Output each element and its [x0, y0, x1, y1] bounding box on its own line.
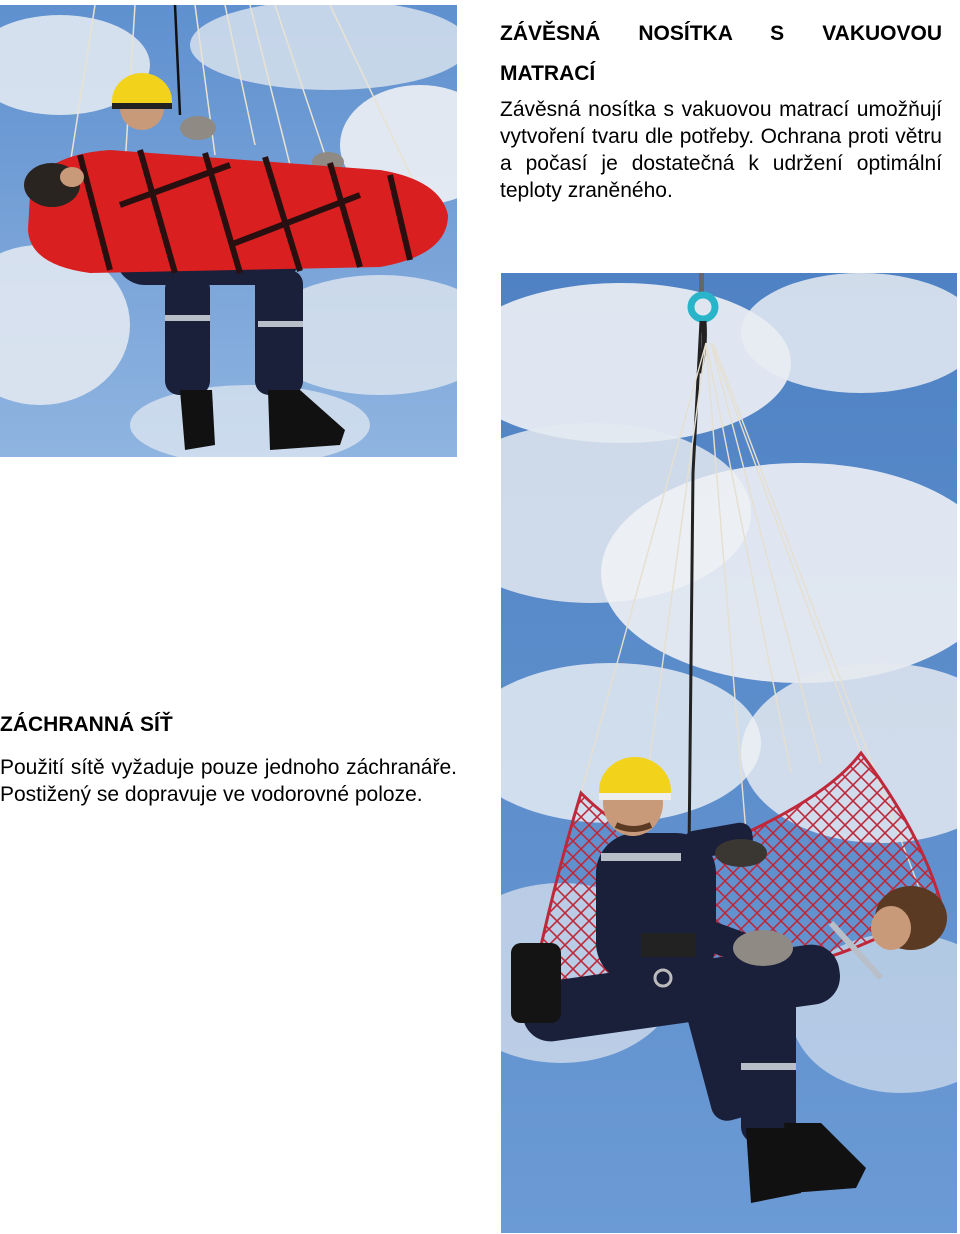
photo-vacuum-stretcher [0, 5, 457, 457]
section-heading-rescue-net: ZÁCHRANNÁ SÍŤ [0, 713, 173, 736]
section-heading-vacuum-stretcher: ZÁVĚSNÁ NOSÍTKA S VAKUOVOU MATRACÍ [500, 22, 942, 85]
photo-rescue-net [501, 273, 957, 1233]
section-paragraph-vacuum-stretcher: Závěsná nosítka s vakuovou matrací umožňují vytvoření tvaru dle potřeby. Ochrana proti větru a počasí je dostatečná k udržení optimální teploty zraněného. [500, 98, 942, 202]
section-paragraph-rescue-net: Použití sítě vyžaduje pouze jednoho záchranáře. Postižený se dopravuje ve vodorovné poloze. [0, 756, 457, 806]
